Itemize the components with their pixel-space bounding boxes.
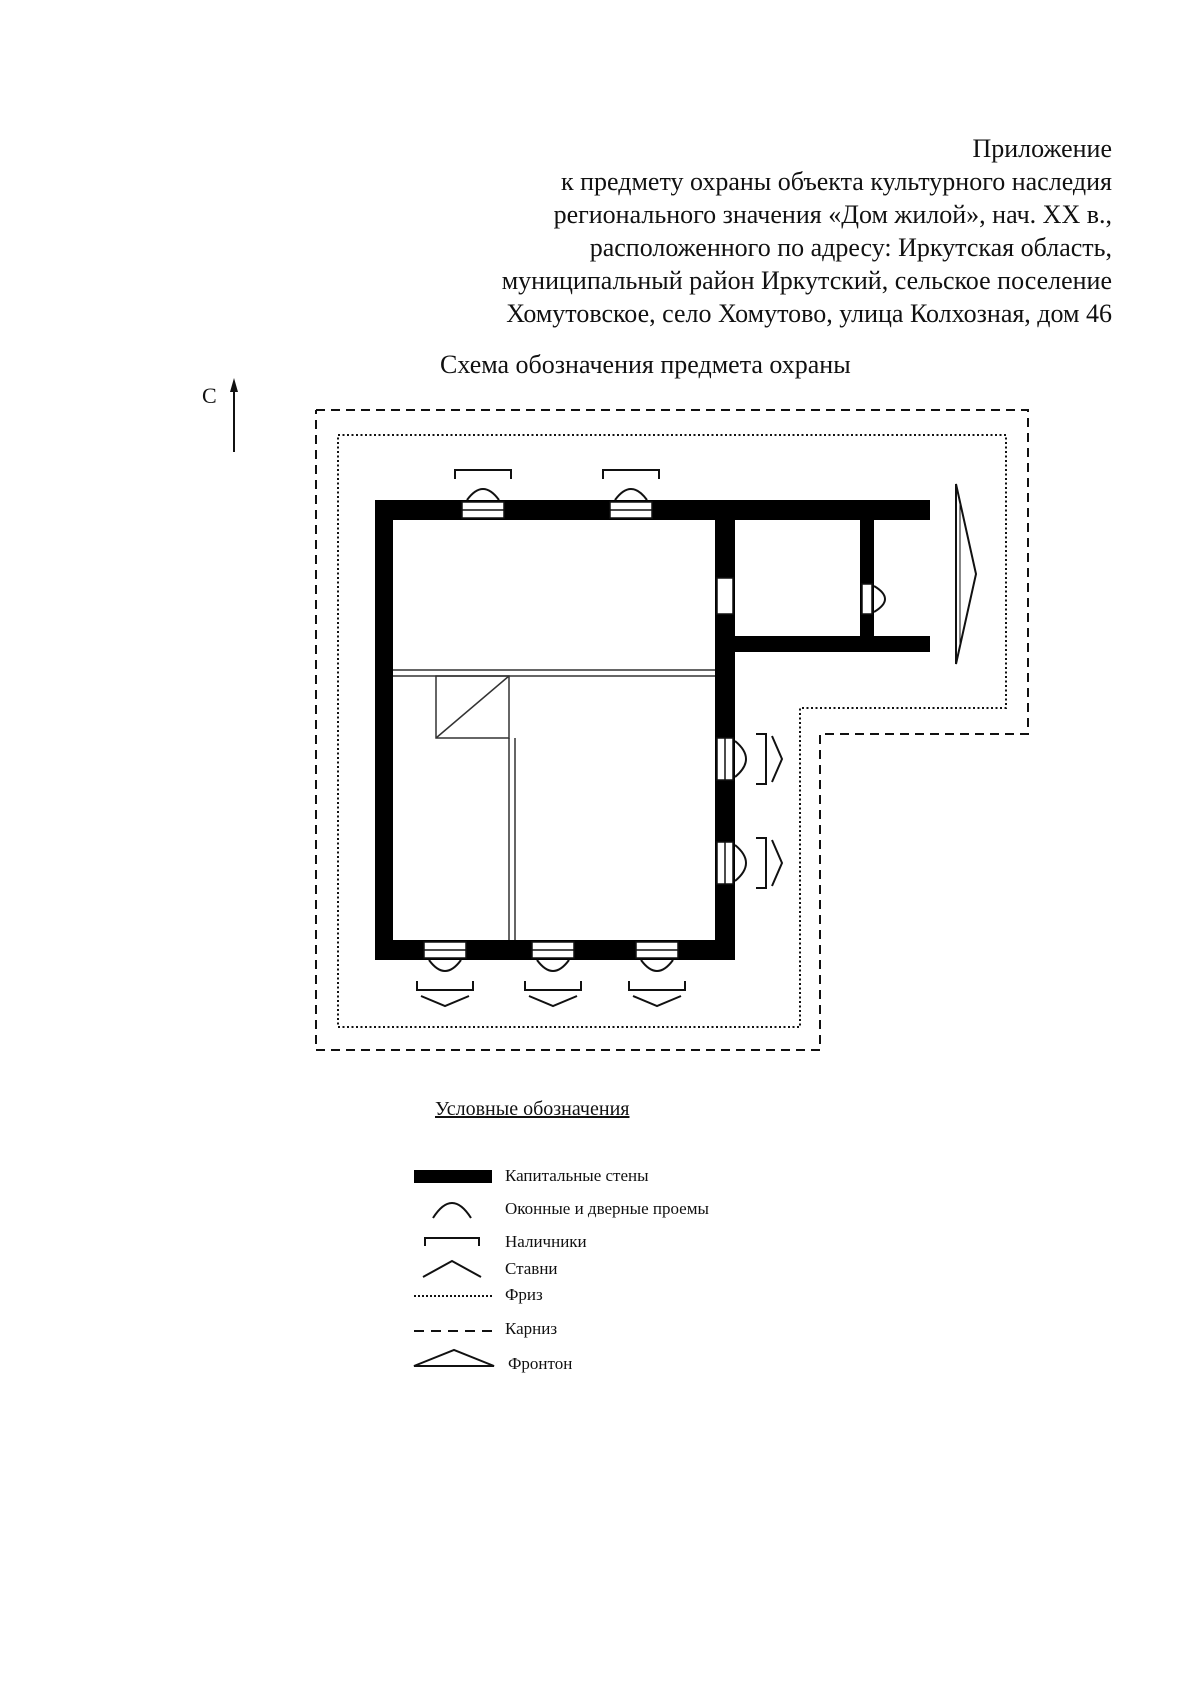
legend-label-shutters: Ставни <box>505 1259 558 1278</box>
legend-label-frieze: Фриз <box>505 1285 543 1304</box>
header-line-4: расположенного по адресу: Иркутская область, <box>589 233 1112 262</box>
legend-symbol-shutter <box>423 1261 481 1277</box>
north-arrow-icon <box>230 378 238 452</box>
legend-symbol-capital-wall <box>414 1170 492 1183</box>
legend-title: Условные обозначения <box>435 1098 630 1120</box>
header-line-2: к предмету охраны объекта культурного наследия <box>560 167 1112 196</box>
pediment-triangle <box>956 484 976 664</box>
interior-partitions <box>393 670 715 940</box>
legend-symbol-casing <box>425 1238 479 1246</box>
legend-label-capital-walls: Капитальные стены <box>505 1166 649 1185</box>
header-line-3: регионального значения «Дом жилой», нач. XX в., <box>553 200 1112 229</box>
header-line-1: Приложение <box>972 134 1112 163</box>
legend-label-cornice: Карниз <box>505 1319 558 1338</box>
legend-symbol-opening-arc <box>433 1203 471 1218</box>
north-window-decor <box>455 470 659 500</box>
header-line-5: муниципальный район Иркутский, сельское поселение <box>501 266 1112 295</box>
frieze-outline <box>338 435 1006 1027</box>
south-window-decor <box>417 960 685 1006</box>
north-label: С <box>202 383 217 408</box>
legend-label-openings: Оконные и дверные проемы <box>505 1199 709 1218</box>
capital-walls <box>375 500 930 960</box>
legend-symbols <box>414 1170 494 1366</box>
window-openings <box>424 502 872 958</box>
header-line-6: Хомутовское, село Хомутово, улица Колхозная, дом 46 <box>506 299 1112 328</box>
legend-symbol-pediment <box>414 1350 494 1366</box>
legend-label-pediment: Фронтон <box>508 1354 573 1373</box>
legend-label-casings: Наличники <box>505 1232 587 1251</box>
scheme-title: Схема обозначения предмета охраны <box>440 350 851 379</box>
